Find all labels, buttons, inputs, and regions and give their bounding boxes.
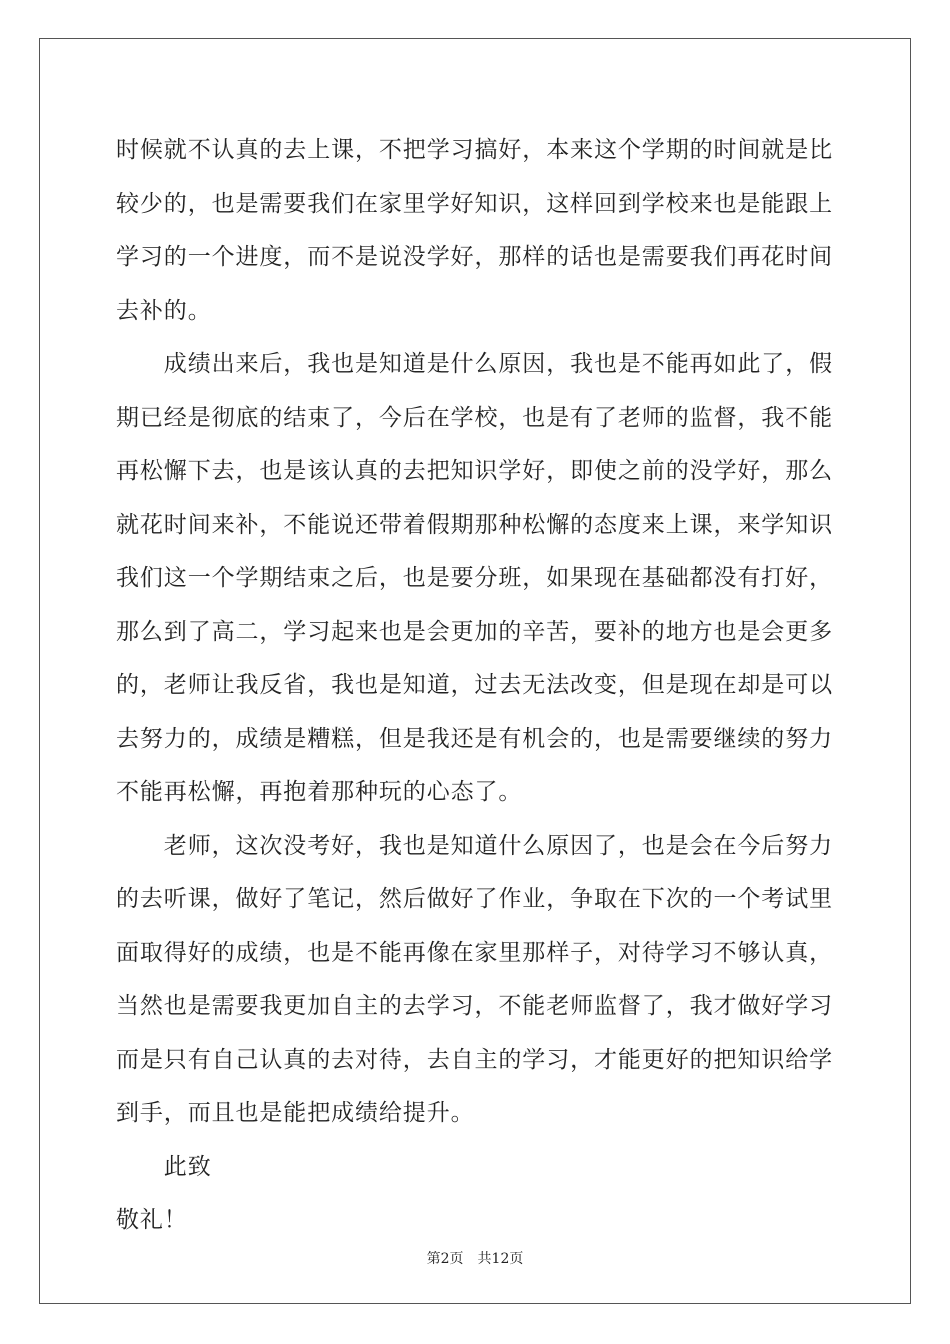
text-line: 学习的一个进度，而不是说没学好，那样的话也是需要我们再花时间	[116, 244, 833, 270]
text-line: 期已经是彻底的结束了，今后在学校，也是有了老师的监督，我不能	[116, 404, 833, 431]
salutation-line: 敬礼！	[116, 1207, 188, 1233]
text-line: 到手，而且也是能把成绩给提升。	[116, 1100, 475, 1126]
text-line: 我们这一个学期结束之后，也是要分班，如果现在基础都没有打好，	[116, 565, 833, 591]
text-line: 就花时间来补，不能说还带着假期那种松懈的态度来上课，来学知识	[116, 511, 833, 538]
text-line: 老师，这次没考好，我也是知道什么原因了，也是会在今后努力	[116, 832, 833, 859]
page-number-footer: 第2页 共12页	[426, 1251, 524, 1267]
text-line: 面取得好的成绩，也是不能再像在家里那样子，对待学习不够认真，	[116, 939, 833, 966]
text-line: 成绩出来后，我也是知道是什么原因，我也是不能再如此了，假	[116, 351, 833, 377]
text-line: 而是只有自己认真的去对待，去自主的学习，才能更好的把知识给学	[116, 1046, 833, 1073]
text-line: 不能再松懈，再抱着那种玩的心态了。	[116, 779, 523, 805]
closing-line: 此致	[116, 1153, 212, 1180]
document-body	[116, 124, 836, 1248]
text-line: 再松懈下去，也是该认真的去把知识学好，即使之前的没学好，那么	[116, 458, 833, 484]
text-line: 去努力的，成绩是糟糕，但是我还是有机会的，也是需要继续的努力	[116, 725, 833, 752]
text-line: 时候就不认真的去上课，不把学习搞好，本来这个学期的时间就是比	[116, 137, 833, 163]
text-line: 的去听课，做好了笔记，然后做好了作业，争取在下次的一个考试里	[116, 886, 833, 912]
text-line: 较少的，也是需要我们在家里学好知识，这样回到学校来也是能跟上	[116, 190, 833, 217]
text-line: 当然也是需要我更加自主的去学习，不能老师监督了，我才做好学习	[116, 993, 833, 1019]
text-line: 去补的。	[116, 297, 212, 324]
text-line: 的，老师让我反省，我也是知道，过去无法改变，但是现在却是可以	[116, 672, 833, 698]
text-line: 那么到了高二，学习起来也是会更加的辛苦，要补的地方也是会更多	[116, 618, 833, 645]
